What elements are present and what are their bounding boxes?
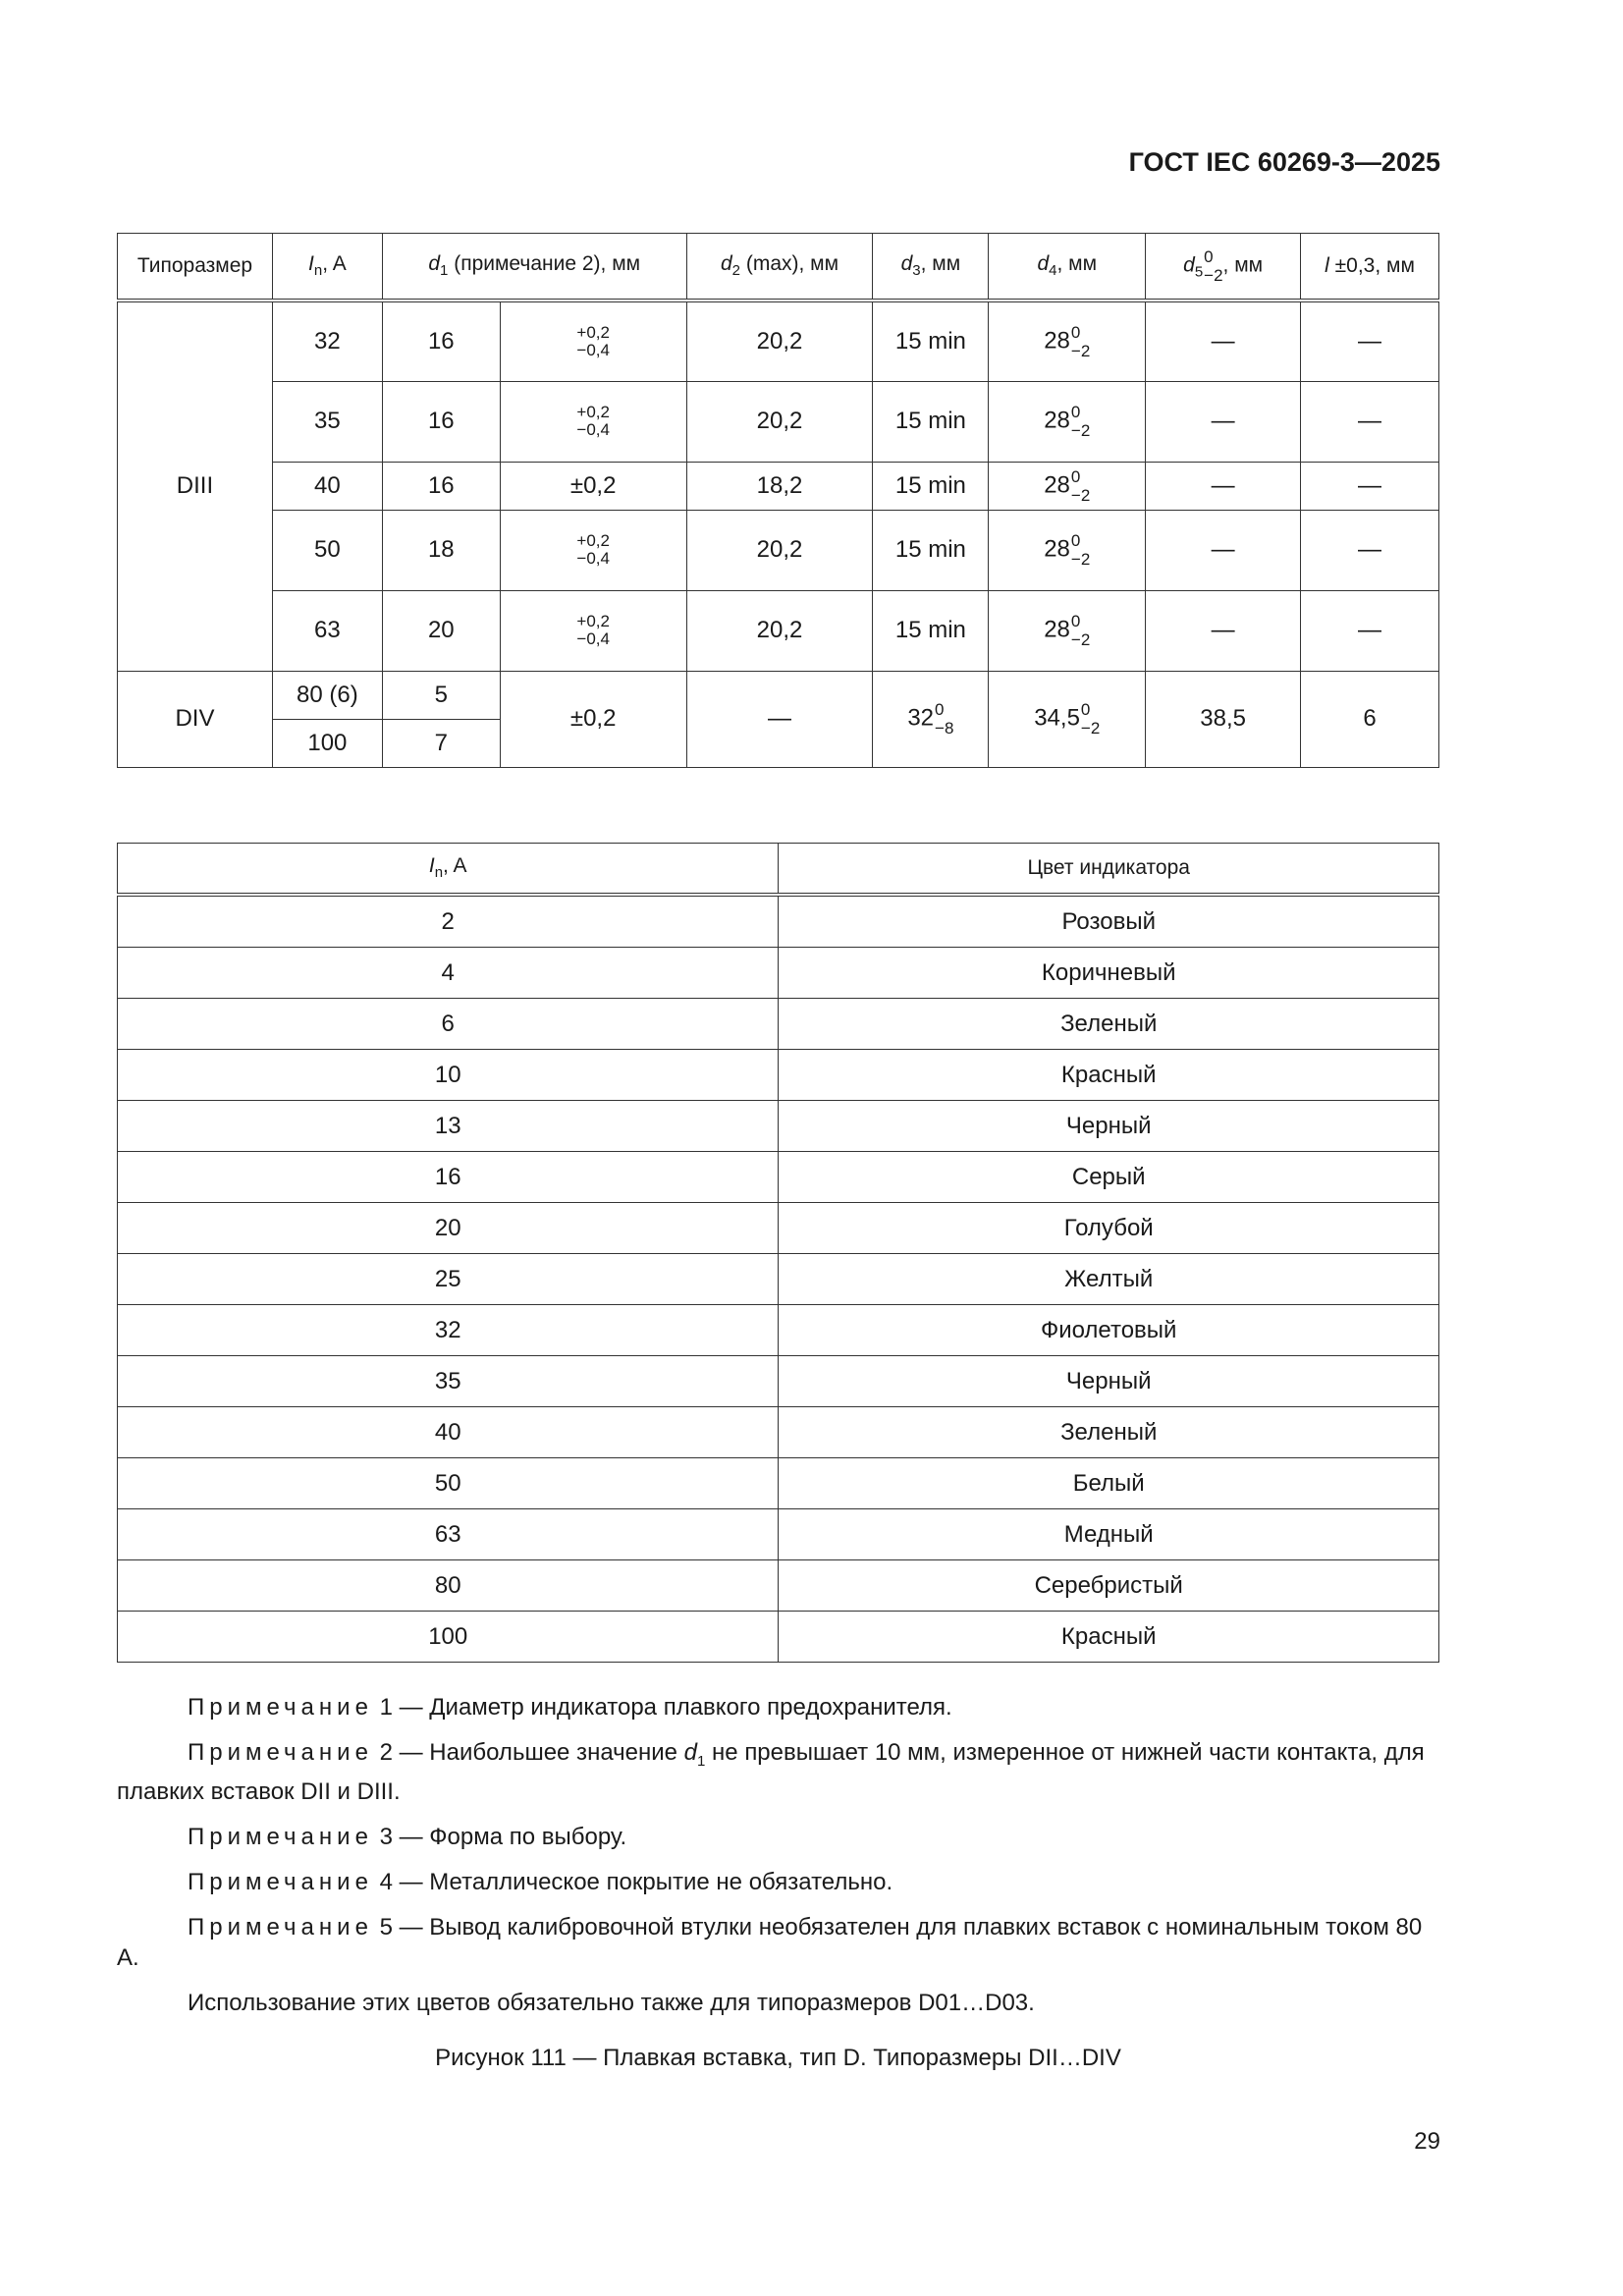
l-cell: 6	[1301, 671, 1439, 767]
l-cell: —	[1301, 301, 1439, 381]
note-4: Примечание 4 — Металлическое покрытие не обязательно.	[188, 1868, 893, 1895]
d2-cell: —	[686, 671, 873, 767]
type-cell: DIII	[118, 301, 273, 671]
d2-cell: 18,2	[686, 462, 873, 510]
rated-current-cell: 50	[118, 1458, 779, 1509]
table-row	[118, 1560, 1439, 1612]
rated-current-cell: 4	[118, 948, 779, 999]
header-d4: $d_4$, мм	[989, 234, 1146, 301]
rated-current-cell: 100	[272, 719, 382, 767]
d3-cell: 15 min	[873, 510, 989, 590]
rated-current-cell: 50	[272, 510, 382, 590]
note-5: Примечание 5 — Вывод калибровочной втулки необязателен для плавких вставок с номинальным током 80 А.	[117, 1913, 1423, 1971]
d1-cell: 5	[382, 671, 500, 719]
table-row	[118, 1050, 1439, 1101]
d5-cell: —	[1146, 462, 1301, 510]
d1-cell: 18	[382, 510, 500, 590]
table-row	[118, 1458, 1439, 1509]
header-indicator-color: Цвет индикатора	[779, 844, 1439, 896]
standard-designation: ГОСТ IEC 60269-3—2025	[1128, 147, 1440, 177]
d3-cell: 15 min	[873, 590, 989, 671]
rated-current-cell: 35	[118, 1356, 779, 1407]
table-row	[118, 301, 1439, 381]
l-cell: —	[1301, 381, 1439, 462]
d3-cell: 32 0 −8	[873, 671, 989, 767]
d2-cell: 20,2	[686, 381, 873, 462]
d1-tolerance-cell: ±0,2	[500, 671, 686, 767]
table-row	[118, 1612, 1439, 1663]
d5-cell: —	[1146, 301, 1301, 381]
rated-current-cell: 10	[118, 1050, 779, 1101]
d1-cell: 20	[382, 590, 500, 671]
table-row	[118, 1152, 1439, 1203]
color-cell: Черный	[779, 1101, 1439, 1152]
indicator-color-table	[117, 843, 1439, 1663]
color-cell: Зеленый	[779, 999, 1439, 1050]
d4-cell: 28 0 −2	[989, 301, 1146, 381]
d2-cell: 20,2	[686, 301, 873, 381]
d5-cell: —	[1146, 590, 1301, 671]
color-cell: Медный	[779, 1509, 1439, 1560]
header-d1: $d_1$ (примечание 2), мм	[382, 234, 686, 301]
d2-cell: 20,2	[686, 590, 873, 671]
d1-tolerance-cell: ±0,2	[500, 462, 686, 510]
note-2: Примечание 2 — Наибольшее значение $d_1$ не превышает 10 мм, измеренное от нижней части контакта, для плавких вставок DII и DIII.	[117, 1739, 1425, 1805]
color-cell: Черный	[779, 1356, 1439, 1407]
header-d2: $d_2$ (max), мм	[686, 234, 873, 301]
table-row	[118, 590, 1439, 671]
d2-cell: 20,2	[686, 510, 873, 590]
rated-current-cell: 32	[118, 1305, 779, 1356]
table-row	[118, 1254, 1439, 1305]
header-type: Типоразмер	[118, 234, 273, 301]
d4-cell: 28 0 −2	[989, 510, 1146, 590]
d1-tolerance-cell: +0,2 −0,4	[500, 301, 686, 381]
table-row	[118, 1407, 1439, 1458]
table-row	[118, 1356, 1439, 1407]
rated-current-cell: 6	[118, 999, 779, 1050]
l-cell: —	[1301, 462, 1439, 510]
color-cell: Красный	[779, 1612, 1439, 1663]
color-cell: Голубой	[779, 1203, 1439, 1254]
table-row	[118, 462, 1439, 510]
d5-cell: 38,5	[1146, 671, 1301, 767]
table-row	[118, 671, 1439, 719]
l-cell: —	[1301, 590, 1439, 671]
rated-current-cell: 2	[118, 895, 779, 948]
table-row	[118, 895, 1439, 948]
header-rated-current: $I_n$, A	[272, 234, 382, 301]
color-cell: Серебристый	[779, 1560, 1439, 1612]
d1-cell: 16	[382, 462, 500, 510]
rated-current-cell: 80 (6)	[272, 671, 382, 719]
rated-current-cell: 16	[118, 1152, 779, 1203]
rated-current-cell: 20	[118, 1203, 779, 1254]
table-row	[118, 381, 1439, 462]
color-header-row	[118, 844, 1439, 896]
d1-tolerance-cell: +0,2 −0,4	[500, 381, 686, 462]
d3-cell: 15 min	[873, 381, 989, 462]
rated-current-cell: 40	[118, 1407, 779, 1458]
figure-caption: Рисунок 111 — Плавкая вставка, тип D. Типоразмеры DII…DIV	[435, 2045, 1121, 2071]
notes	[117, 1692, 1439, 2033]
table-row	[118, 510, 1439, 590]
d3-cell: 15 min	[873, 301, 989, 381]
color-cell: Красный	[779, 1050, 1439, 1101]
rated-current-cell: 13	[118, 1101, 779, 1152]
d5-cell: —	[1146, 510, 1301, 590]
color-cell: Зеленый	[779, 1407, 1439, 1458]
color-cell: Белый	[779, 1458, 1439, 1509]
color-cell: Серый	[779, 1152, 1439, 1203]
rated-current-cell: 100	[118, 1612, 779, 1663]
rated-current-cell: 63	[272, 590, 382, 671]
header-d5: $d_5$ 0 −2 , мм	[1146, 234, 1301, 301]
table-row	[118, 1101, 1439, 1152]
rated-current-cell: 32	[272, 301, 382, 381]
header-d3: $d_3$, мм	[873, 234, 989, 301]
l-cell: —	[1301, 510, 1439, 590]
dimensions-table	[117, 233, 1439, 768]
note-3: Примечание 3 — Форма по выбору.	[188, 1823, 627, 1850]
d4-cell: 34,5 0 −2	[989, 671, 1146, 767]
d4-cell: 28 0 −2	[989, 462, 1146, 510]
color-cell: Фиолетовый	[779, 1305, 1439, 1356]
rated-current-cell: 35	[272, 381, 382, 462]
table-row	[118, 1203, 1439, 1254]
color-cell: Коричневый	[779, 948, 1439, 999]
type-cell: DIV	[118, 671, 273, 767]
d5-cell: —	[1146, 381, 1301, 462]
d4-cell: 28 0 −2	[989, 381, 1146, 462]
d1-cell: 16	[382, 301, 500, 381]
note-1: Примечание 1 — Диаметр индикатора плавкого предохранителя.	[188, 1694, 952, 1721]
rated-current-cell: 40	[272, 462, 382, 510]
table-row	[118, 1509, 1439, 1560]
header-l: l ±0,3, мм	[1301, 234, 1439, 301]
rated-current-cell: 25	[118, 1254, 779, 1305]
d1-cell: 16	[382, 381, 500, 462]
d4-cell: 28 0 −2	[989, 590, 1146, 671]
table-row	[118, 1305, 1439, 1356]
table-row	[118, 999, 1439, 1050]
rated-current-cell: 63	[118, 1509, 779, 1560]
color-cell: Желтый	[779, 1254, 1439, 1305]
d1-tolerance-cell: +0,2 −0,4	[500, 590, 686, 671]
d3-cell: 15 min	[873, 462, 989, 510]
d1-cell: 7	[382, 719, 500, 767]
rated-current-cell: 80	[118, 1560, 779, 1612]
header-rated-current: $I_n$, A	[118, 844, 779, 896]
note-extra: Использование этих цветов обязательно также для типоразмеров D01…D03.	[188, 1989, 1035, 2016]
table-row	[118, 948, 1439, 999]
page-number: 29	[1414, 2128, 1440, 2155]
d1-tolerance-cell: +0,2 −0,4	[500, 510, 686, 590]
dimensions-header-row	[118, 234, 1439, 301]
color-cell: Розовый	[779, 895, 1439, 948]
